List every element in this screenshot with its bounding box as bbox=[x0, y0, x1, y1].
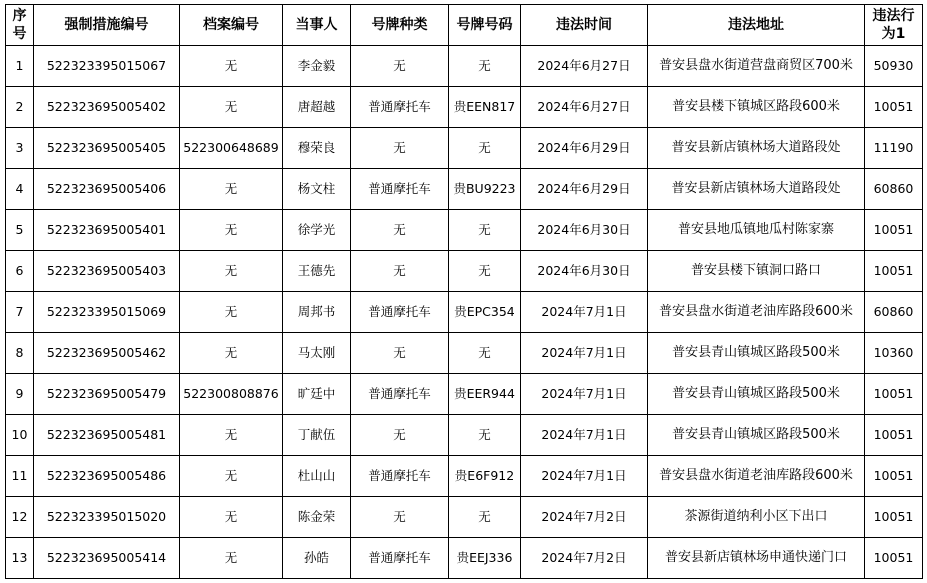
violation-table bbox=[5, 4, 923, 579]
cell-file-no: 无 bbox=[180, 210, 283, 251]
cell-violation-address: 普安县楼下镇洞口路口 bbox=[648, 251, 865, 292]
cell-violation-time: 2024年6月30日 bbox=[521, 251, 648, 292]
cell-violation-time: 2024年7月2日 bbox=[521, 497, 648, 538]
cell-enforcement-no: 522323395015020 bbox=[34, 497, 180, 538]
cell-party: 旷廷中 bbox=[283, 374, 351, 415]
cell-plate-type: 普通摩托车 bbox=[351, 87, 449, 128]
cell-file-no: 无 bbox=[180, 456, 283, 497]
cell-violation-address: 普安县盘水街道老油库路段600米 bbox=[648, 292, 865, 333]
table-row bbox=[6, 333, 923, 374]
cell-seq: 6 bbox=[6, 251, 34, 292]
cell-party: 陈金荣 bbox=[283, 497, 351, 538]
cell-plate-type: 普通摩托车 bbox=[351, 374, 449, 415]
cell-violation-code: 10051 bbox=[865, 210, 923, 251]
cell-plate-type: 无 bbox=[351, 251, 449, 292]
table-row bbox=[6, 292, 923, 333]
cell-violation-code: 10051 bbox=[865, 87, 923, 128]
table-row bbox=[6, 251, 923, 292]
document-page bbox=[5, 4, 923, 579]
cell-violation-code: 60860 bbox=[865, 169, 923, 210]
cell-enforcement-no: 522323695005405 bbox=[34, 128, 180, 169]
cell-plate-no: 贵BU9223 bbox=[449, 169, 521, 210]
cell-seq: 7 bbox=[6, 292, 34, 333]
cell-file-no: 522300648689 bbox=[180, 128, 283, 169]
cell-violation-code: 10051 bbox=[865, 456, 923, 497]
cell-file-no: 无 bbox=[180, 333, 283, 374]
header-file-no: 档案编号 bbox=[180, 5, 283, 46]
cell-violation-code: 10051 bbox=[865, 415, 923, 456]
cell-file-no: 无 bbox=[180, 87, 283, 128]
cell-party: 徐学光 bbox=[283, 210, 351, 251]
table-row bbox=[6, 497, 923, 538]
cell-violation-time: 2024年7月2日 bbox=[521, 538, 648, 579]
cell-violation-time: 2024年6月30日 bbox=[521, 210, 648, 251]
cell-seq: 3 bbox=[6, 128, 34, 169]
cell-plate-no: 无 bbox=[449, 210, 521, 251]
cell-plate-no: 无 bbox=[449, 333, 521, 374]
cell-party: 李金毅 bbox=[283, 46, 351, 87]
cell-violation-code: 10051 bbox=[865, 374, 923, 415]
header-party: 当事人 bbox=[283, 5, 351, 46]
cell-plate-type: 无 bbox=[351, 128, 449, 169]
cell-enforcement-no: 522323695005414 bbox=[34, 538, 180, 579]
cell-file-no: 无 bbox=[180, 292, 283, 333]
cell-seq: 2 bbox=[6, 87, 34, 128]
cell-file-no: 无 bbox=[180, 415, 283, 456]
header-plate-type: 号牌种类 bbox=[351, 5, 449, 46]
table-row bbox=[6, 415, 923, 456]
cell-enforcement-no: 522323695005406 bbox=[34, 169, 180, 210]
cell-file-no: 无 bbox=[180, 169, 283, 210]
cell-violation-code: 10360 bbox=[865, 333, 923, 374]
cell-violation-address: 普安县盘水街道营盘商贸区700米 bbox=[648, 46, 865, 87]
cell-plate-no: 无 bbox=[449, 415, 521, 456]
cell-enforcement-no: 522323395015069 bbox=[34, 292, 180, 333]
cell-seq: 9 bbox=[6, 374, 34, 415]
cell-seq: 10 bbox=[6, 415, 34, 456]
cell-seq: 1 bbox=[6, 46, 34, 87]
cell-violation-time: 2024年6月29日 bbox=[521, 169, 648, 210]
cell-violation-code: 10051 bbox=[865, 251, 923, 292]
cell-violation-time: 2024年7月1日 bbox=[521, 415, 648, 456]
cell-violation-address: 普安县青山镇城区路段500米 bbox=[648, 415, 865, 456]
cell-party: 丁献伍 bbox=[283, 415, 351, 456]
cell-enforcement-no: 522323695005402 bbox=[34, 87, 180, 128]
cell-violation-time: 2024年7月1日 bbox=[521, 333, 648, 374]
cell-file-no: 无 bbox=[180, 46, 283, 87]
cell-plate-no: 贵EER944 bbox=[449, 374, 521, 415]
cell-plate-no: 无 bbox=[449, 128, 521, 169]
cell-file-no: 522300808876 bbox=[180, 374, 283, 415]
cell-plate-no: 无 bbox=[449, 497, 521, 538]
cell-enforcement-no: 522323695005486 bbox=[34, 456, 180, 497]
cell-plate-type: 无 bbox=[351, 210, 449, 251]
cell-violation-code: 60860 bbox=[865, 292, 923, 333]
cell-violation-code: 50930 bbox=[865, 46, 923, 87]
cell-party: 马太刚 bbox=[283, 333, 351, 374]
cell-party: 唐超越 bbox=[283, 87, 351, 128]
header-row bbox=[6, 5, 923, 46]
cell-file-no: 无 bbox=[180, 538, 283, 579]
cell-plate-type: 无 bbox=[351, 333, 449, 374]
cell-party: 周邦书 bbox=[283, 292, 351, 333]
cell-violation-address: 茶源街道纳利小区下出口 bbox=[648, 497, 865, 538]
table-row bbox=[6, 538, 923, 579]
cell-plate-type: 无 bbox=[351, 46, 449, 87]
cell-violation-address: 普安县新店镇林场大道路段处 bbox=[648, 128, 865, 169]
cell-seq: 11 bbox=[6, 456, 34, 497]
cell-plate-no: 无 bbox=[449, 46, 521, 87]
cell-violation-time: 2024年6月27日 bbox=[521, 87, 648, 128]
cell-party: 杜山山 bbox=[283, 456, 351, 497]
cell-seq: 4 bbox=[6, 169, 34, 210]
table-body bbox=[6, 46, 923, 579]
cell-party: 孙皓 bbox=[283, 538, 351, 579]
cell-plate-type: 无 bbox=[351, 415, 449, 456]
cell-enforcement-no: 522323695005481 bbox=[34, 415, 180, 456]
cell-plate-no: 贵E6F912 bbox=[449, 456, 521, 497]
header-violation-time: 违法时间 bbox=[521, 5, 648, 46]
cell-party: 杨文柱 bbox=[283, 169, 351, 210]
cell-plate-type: 普通摩托车 bbox=[351, 456, 449, 497]
table-row bbox=[6, 456, 923, 497]
cell-violation-time: 2024年7月1日 bbox=[521, 456, 648, 497]
cell-seq: 8 bbox=[6, 333, 34, 374]
cell-file-no: 无 bbox=[180, 251, 283, 292]
cell-violation-time: 2024年6月29日 bbox=[521, 128, 648, 169]
cell-violation-address: 普安县青山镇城区路段500米 bbox=[648, 374, 865, 415]
cell-enforcement-no: 522323695005462 bbox=[34, 333, 180, 374]
cell-violation-time: 2024年7月1日 bbox=[521, 292, 648, 333]
cell-seq: 12 bbox=[6, 497, 34, 538]
cell-plate-no: 无 bbox=[449, 251, 521, 292]
cell-violation-address: 普安县楼下镇城区路段600米 bbox=[648, 87, 865, 128]
table-row bbox=[6, 87, 923, 128]
header-plate-no: 号牌号码 bbox=[449, 5, 521, 46]
table-row bbox=[6, 169, 923, 210]
header-violation-address: 违法地址 bbox=[648, 5, 865, 46]
cell-plate-type: 普通摩托车 bbox=[351, 538, 449, 579]
cell-plate-no: 贵EPC354 bbox=[449, 292, 521, 333]
table-row bbox=[6, 374, 923, 415]
cell-enforcement-no: 522323695005401 bbox=[34, 210, 180, 251]
cell-enforcement-no: 522323695005479 bbox=[34, 374, 180, 415]
table-row bbox=[6, 210, 923, 251]
cell-plate-type: 普通摩托车 bbox=[351, 292, 449, 333]
cell-violation-code: 11190 bbox=[865, 128, 923, 169]
cell-violation-address: 普安县青山镇城区路段500米 bbox=[648, 333, 865, 374]
table-row bbox=[6, 46, 923, 87]
cell-violation-address: 普安县盘水街道老油库路段600米 bbox=[648, 456, 865, 497]
cell-file-no: 无 bbox=[180, 497, 283, 538]
header-seq: 序号 bbox=[6, 5, 34, 46]
cell-party: 王德先 bbox=[283, 251, 351, 292]
cell-plate-no: 贵EEJ336 bbox=[449, 538, 521, 579]
table-row bbox=[6, 128, 923, 169]
cell-seq: 13 bbox=[6, 538, 34, 579]
cell-plate-type: 普通摩托车 bbox=[351, 169, 449, 210]
cell-violation-address: 普安县新店镇林场大道路段处 bbox=[648, 169, 865, 210]
cell-violation-code: 10051 bbox=[865, 538, 923, 579]
header-enforcement-no: 强制措施编号 bbox=[34, 5, 180, 46]
cell-party: 穆荣良 bbox=[283, 128, 351, 169]
cell-violation-address: 普安县地瓜镇地瓜村陈家寨 bbox=[648, 210, 865, 251]
cell-violation-code: 10051 bbox=[865, 497, 923, 538]
cell-plate-type: 无 bbox=[351, 497, 449, 538]
header-violation-code: 违法行为1 bbox=[865, 5, 923, 46]
table-header bbox=[6, 5, 923, 46]
cell-enforcement-no: 522323395015067 bbox=[34, 46, 180, 87]
cell-enforcement-no: 522323695005403 bbox=[34, 251, 180, 292]
cell-violation-time: 2024年6月27日 bbox=[521, 46, 648, 87]
cell-violation-time: 2024年7月1日 bbox=[521, 374, 648, 415]
cell-seq: 5 bbox=[6, 210, 34, 251]
cell-violation-address: 普安县新店镇林场申通快递门口 bbox=[648, 538, 865, 579]
cell-plate-no: 贵EEN817 bbox=[449, 87, 521, 128]
